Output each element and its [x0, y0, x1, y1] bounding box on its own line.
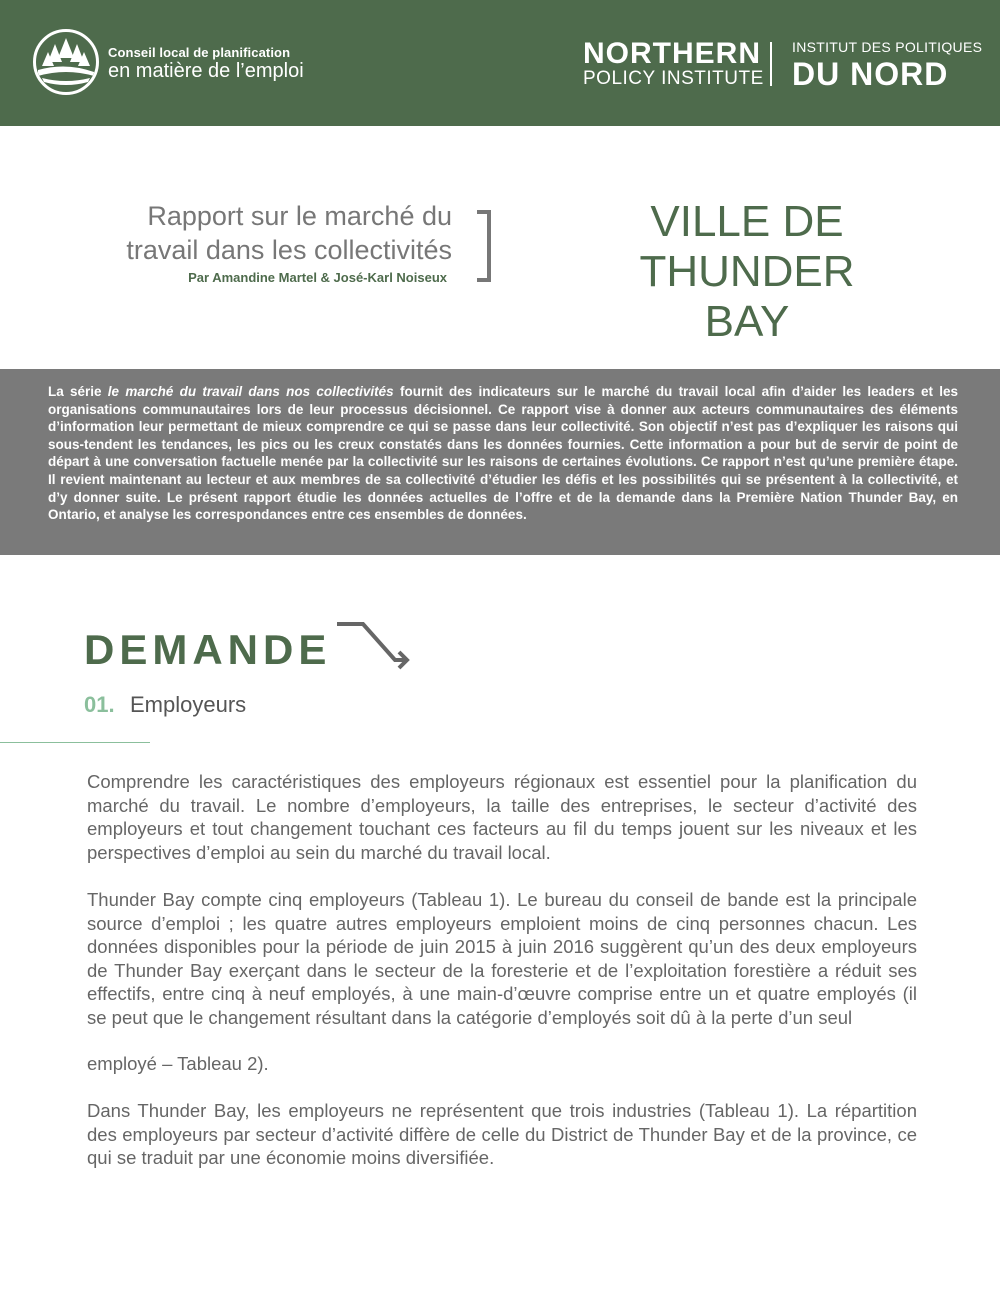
paragraph-1: Comprendre les caractéristiques des employeurs régionaux est essentiel pour la planification du marché du travail. Le nombre d’employeurs, la taille des entreprises, le secteur d’activité des employeurs et tout changement touchant ces facteurs au fil du temps jouent sur les niveaux et les perspectives d’emploi au sein du marché du travail local.	[87, 771, 917, 863]
paragraph-3: Dans Thunder Bay, les employeurs ne représentent que trois industries (Tableau 1). La répartition des employeurs par secteur d’activité diffère de celle du District de Thunder Bay et de la province, ce qui se traduit par une économie moins diversifiée.	[87, 1100, 917, 1168]
community-title-line1: VILLE DE	[650, 197, 844, 246]
header-banner	[0, 0, 1000, 126]
paragraph-2: Thunder Bay compte cinq employeurs (Tableau 1). Le bureau du conseil de bande est la principale source d’emploi ; les quatre autres employeurs emploient moins de cinq personnes chacun. Les données disponibles pour la période de juin 2015 à juin 2016 suggèrent qu’un des deux employeurs de Thunder Bay exerçant dans le secteur de la foresterie et de l’exploitation forestière a réduit ses effectifs, entre cinq à neuf employés, à une main-d’œuvre comprise entre un et quatre employés (il se peut que le changement résultant dans la catégorie d’employés soit dû à la perte d’un seul	[87, 889, 917, 1028]
intro-body: fournit des indicateurs sur le marché du travail local afin d’aider les leaders et les organisations communautaires lors de leur processus décisionnel. Ce rapport vise à donner aux acteurs communautaires des éléments d’information leur permettant de mieux comprendre ce qui se passe dans leur collectivité. Son objectif n’est pas d’expliquer les raisons qui sous-tendent les tendances, les pics ou les creux constatés dans les données fournies. Cette information a pour but de servir de point de départ à une conversation factuelle menée par la collectivité sur les raisons de certaines évolutions. Ce rapport n’est qu’une première étape. Il revient maintenant au lecteur et aux membres de sa collectivité d’étudier les défis et les possibilités qui se présentent à la collectivité, et d’y donner suite. Le présent rapport étudie les données actuelles de l’offre et de la demande dans la Première Nation Thunder Bay, en Ontario, et analyse les correspondances entre ces ensembles de données.	[48, 384, 958, 523]
subsection-number: 01.	[84, 692, 115, 717]
intro-series-name: le marché du travail dans nos collectivités	[107, 384, 394, 399]
logo-line2: en matière de l’emploi	[108, 60, 304, 82]
intro-prefix: La série	[48, 384, 108, 399]
npi-subname: POLICY INSTITUTE	[583, 68, 764, 89]
logo-divider	[770, 42, 772, 86]
paragraph-2-end: employé – Tableau 2).	[87, 1053, 269, 1074]
section-heading: DEMANDE	[84, 626, 332, 673]
council-logo-icon	[33, 29, 99, 95]
intro-text	[48, 383, 958, 524]
ipn-subname: DU NORD	[792, 56, 949, 92]
authors: Par Amandine Martel & José-Karl Noiseux	[188, 270, 447, 285]
logo-line1: Conseil local de planification	[108, 45, 291, 60]
report-title-line2: travail dans les collectivités	[126, 235, 452, 265]
report-title-line1: Rapport sur le marché du	[147, 201, 452, 231]
report-title	[126, 199, 452, 267]
bracket-divider	[477, 210, 491, 282]
npi-name: NORTHERN	[583, 37, 761, 70]
subsection-title: Employeurs	[130, 692, 247, 717]
subsection-rule	[0, 742, 150, 743]
community-title-line2: THUNDER BAY	[639, 247, 855, 346]
intro-box	[0, 369, 1000, 555]
ipn-name: INSTITUT DES POLITIQUES	[792, 39, 983, 55]
arrow-down-right-icon	[335, 620, 415, 672]
community-title	[592, 197, 902, 347]
